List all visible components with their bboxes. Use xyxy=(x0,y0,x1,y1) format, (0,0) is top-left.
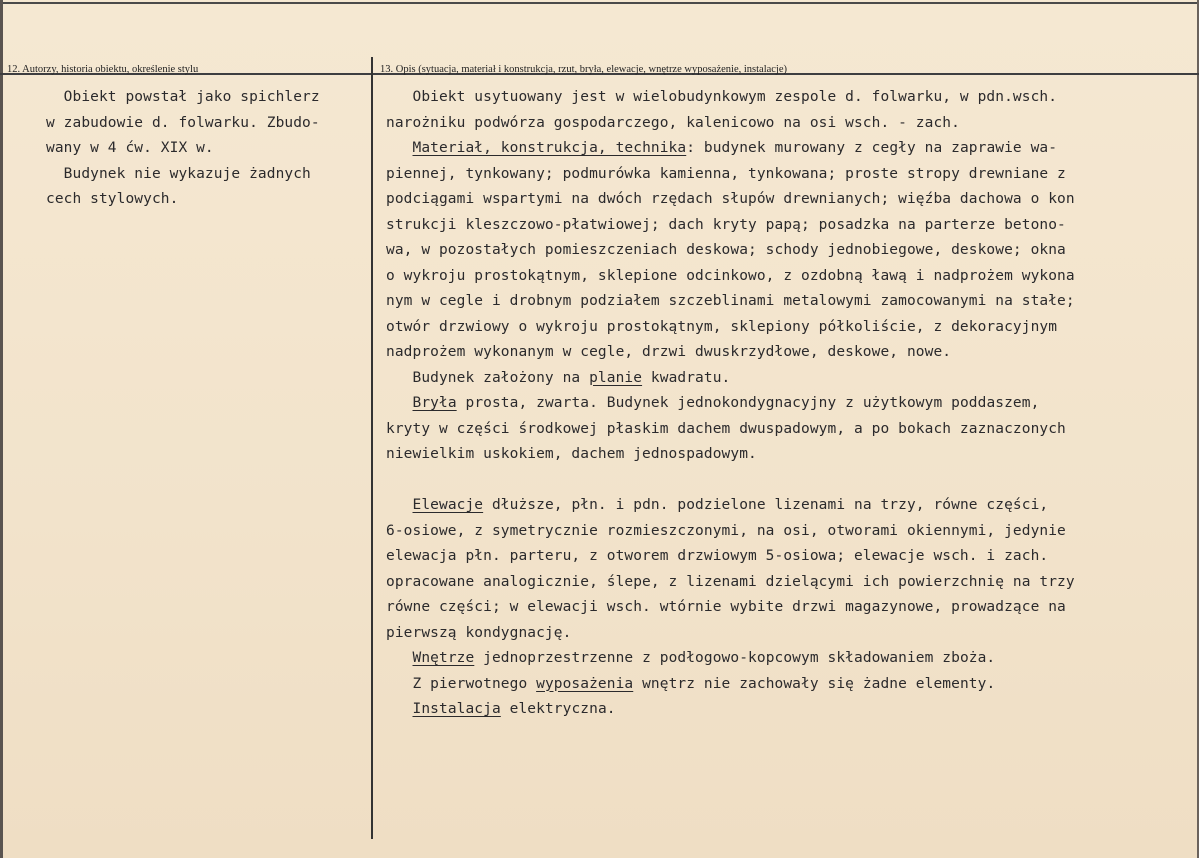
description-line xyxy=(386,366,1075,392)
text-segment: 6-osiowe, z symetrycznie rozmieszczonymi, na osi, otworami okiennymi, jedynie xyxy=(386,522,1066,539)
section-keyword: Wnętrze xyxy=(412,650,475,666)
text-segment: wnętrz nie zachowały się żadne elementy. xyxy=(633,675,996,692)
description-line xyxy=(386,417,1075,443)
text-segment: jednoprzestrzenne z podłogowo-kopcowym składowaniem zboża. xyxy=(474,650,996,666)
text-segment: Budynek założony na xyxy=(386,369,590,386)
section-13-header: 13. Opis (sytuacja, materiał i konstrukcja, rzut, bryła, elewacje, wnętrze wyposażenie, instalacje) xyxy=(380,64,788,75)
description-line xyxy=(386,340,1075,366)
text-segment: nadprożem wykonanym w cegle, drzwi dwuskrzydłowe, deskowe, nowe. xyxy=(386,344,952,360)
history-line: w zabudowie d. folwarku. Zbudo- xyxy=(46,114,320,131)
text-segment: elektryczna. xyxy=(500,701,616,717)
description-line xyxy=(386,442,1075,468)
history-text xyxy=(46,85,320,213)
text-segment xyxy=(386,140,413,156)
text-segment: niewielkim uskokiem, dachem jednospadowym. xyxy=(386,446,757,462)
section-keyword: Instalacja xyxy=(412,701,501,717)
description-line xyxy=(386,85,1075,111)
text-segment: dłuższe, płn. i pdn. podzielone lizenami na trzy, równe części, xyxy=(483,497,1049,513)
text-segment: nym w cegle i drobnym podziałem szczeblinami metalowymi zamocowanymi na stałe; xyxy=(386,293,1075,309)
section-keyword: planie xyxy=(589,369,643,386)
description-line xyxy=(386,289,1075,315)
description-line xyxy=(386,595,1075,621)
description-line xyxy=(386,570,1075,596)
description-line xyxy=(386,646,1075,672)
section-keyword: wyposażenia xyxy=(536,675,634,692)
text-segment: narożniku podwórza gospodarczego, kalenicowo na osi wsch. - zach. xyxy=(386,114,960,131)
description-line xyxy=(386,238,1075,264)
text-segment xyxy=(386,395,413,411)
history-line: cech stylowych. xyxy=(46,191,179,207)
column-divider xyxy=(371,57,373,839)
text-segment: strukcji kleszczowo-płatwiowej; dach kryty papą; posadzka na parterze betono- xyxy=(386,216,1066,233)
text-segment: otwór drzwiowy o wykroju prostokątnym, sklepiony półkoliście, z dekoracyjnym xyxy=(386,318,1058,335)
text-segment: równe części; w elewacji wsch. wtórnie wybite drzwi magazynowe, prowadzące na xyxy=(386,599,1066,615)
text-segment: : budynek murowany z cegły na zaprawie wa- xyxy=(686,140,1058,156)
description-line xyxy=(386,315,1075,341)
history-line: Budynek nie wykazuje żadnych xyxy=(46,165,311,182)
description-line xyxy=(386,111,1075,137)
text-segment: pierwszą kondygnację. xyxy=(386,624,572,641)
description-text xyxy=(386,85,1075,723)
description-line xyxy=(386,391,1075,417)
text-segment: opracowane analogicznie, ślepe, z lizenami dzielącymi ich powierzchnię na trzy xyxy=(386,573,1075,590)
text-segment xyxy=(386,497,413,513)
description-line xyxy=(386,136,1075,162)
text-segment: wa, w pozostałych pomieszczeniach deskowa; schody jednobiegowe, deskowe; okna xyxy=(386,242,1066,258)
text-segment: o wykroju prostokątnym, sklepione odcinkowo, z ozdobną ławą i nadprożem wykona xyxy=(386,267,1075,284)
text-segment: prosta, zwarta. Budynek jednokondygnacyjny z użytkowym poddaszem, xyxy=(456,395,1040,411)
text-segment xyxy=(386,650,413,666)
description-line xyxy=(386,621,1075,647)
description-line xyxy=(386,544,1075,570)
section-keyword: Bryła xyxy=(412,395,457,411)
description-line xyxy=(386,162,1075,188)
text-segment xyxy=(386,701,413,717)
text-segment: kwadratu. xyxy=(642,369,731,386)
description-line xyxy=(386,264,1075,290)
description-line xyxy=(386,493,1075,519)
section-keyword: Elewacje xyxy=(412,497,484,513)
text-segment: kryty w części środkowej płaskim dachem dwuspadowym, a po bokach zaznaczonych xyxy=(386,420,1066,437)
history-line: Obiekt powstał jako spichlerz xyxy=(46,89,320,105)
description-line xyxy=(386,519,1075,545)
description-line xyxy=(386,187,1075,213)
top-border xyxy=(0,2,1199,4)
section-12-header: 12. Autorzy, historia obiektu, określenie stylu xyxy=(7,64,199,75)
text-segment: Obiekt usytuowany jest w wielobudynkowym zespole d. folwarku, w pdn.wsch. xyxy=(386,89,1058,105)
description-line xyxy=(386,672,1075,698)
text-segment: podciągami wspartymi na dwóch rzędach słupów drewnianych; więźba dachowa o kon xyxy=(386,191,1075,207)
left-border xyxy=(0,0,3,858)
text-segment: elewacja płn. parteru, z otworem drzwiowym 5-osiowa; elewacje wsch. i zach. xyxy=(386,548,1049,564)
section-keyword: Materiał, konstrukcja, technika xyxy=(412,140,687,156)
description-line xyxy=(386,213,1075,239)
description-line xyxy=(386,697,1075,723)
description-line xyxy=(386,468,1075,494)
text-segment: piennej, tynkowany; podmurówka kamienna, tynkowana; proste stropy drewniane z xyxy=(386,165,1066,182)
history-line: wany w 4 ćw. XIX w. xyxy=(46,140,214,156)
text-segment: Z pierwotnego xyxy=(386,675,537,692)
